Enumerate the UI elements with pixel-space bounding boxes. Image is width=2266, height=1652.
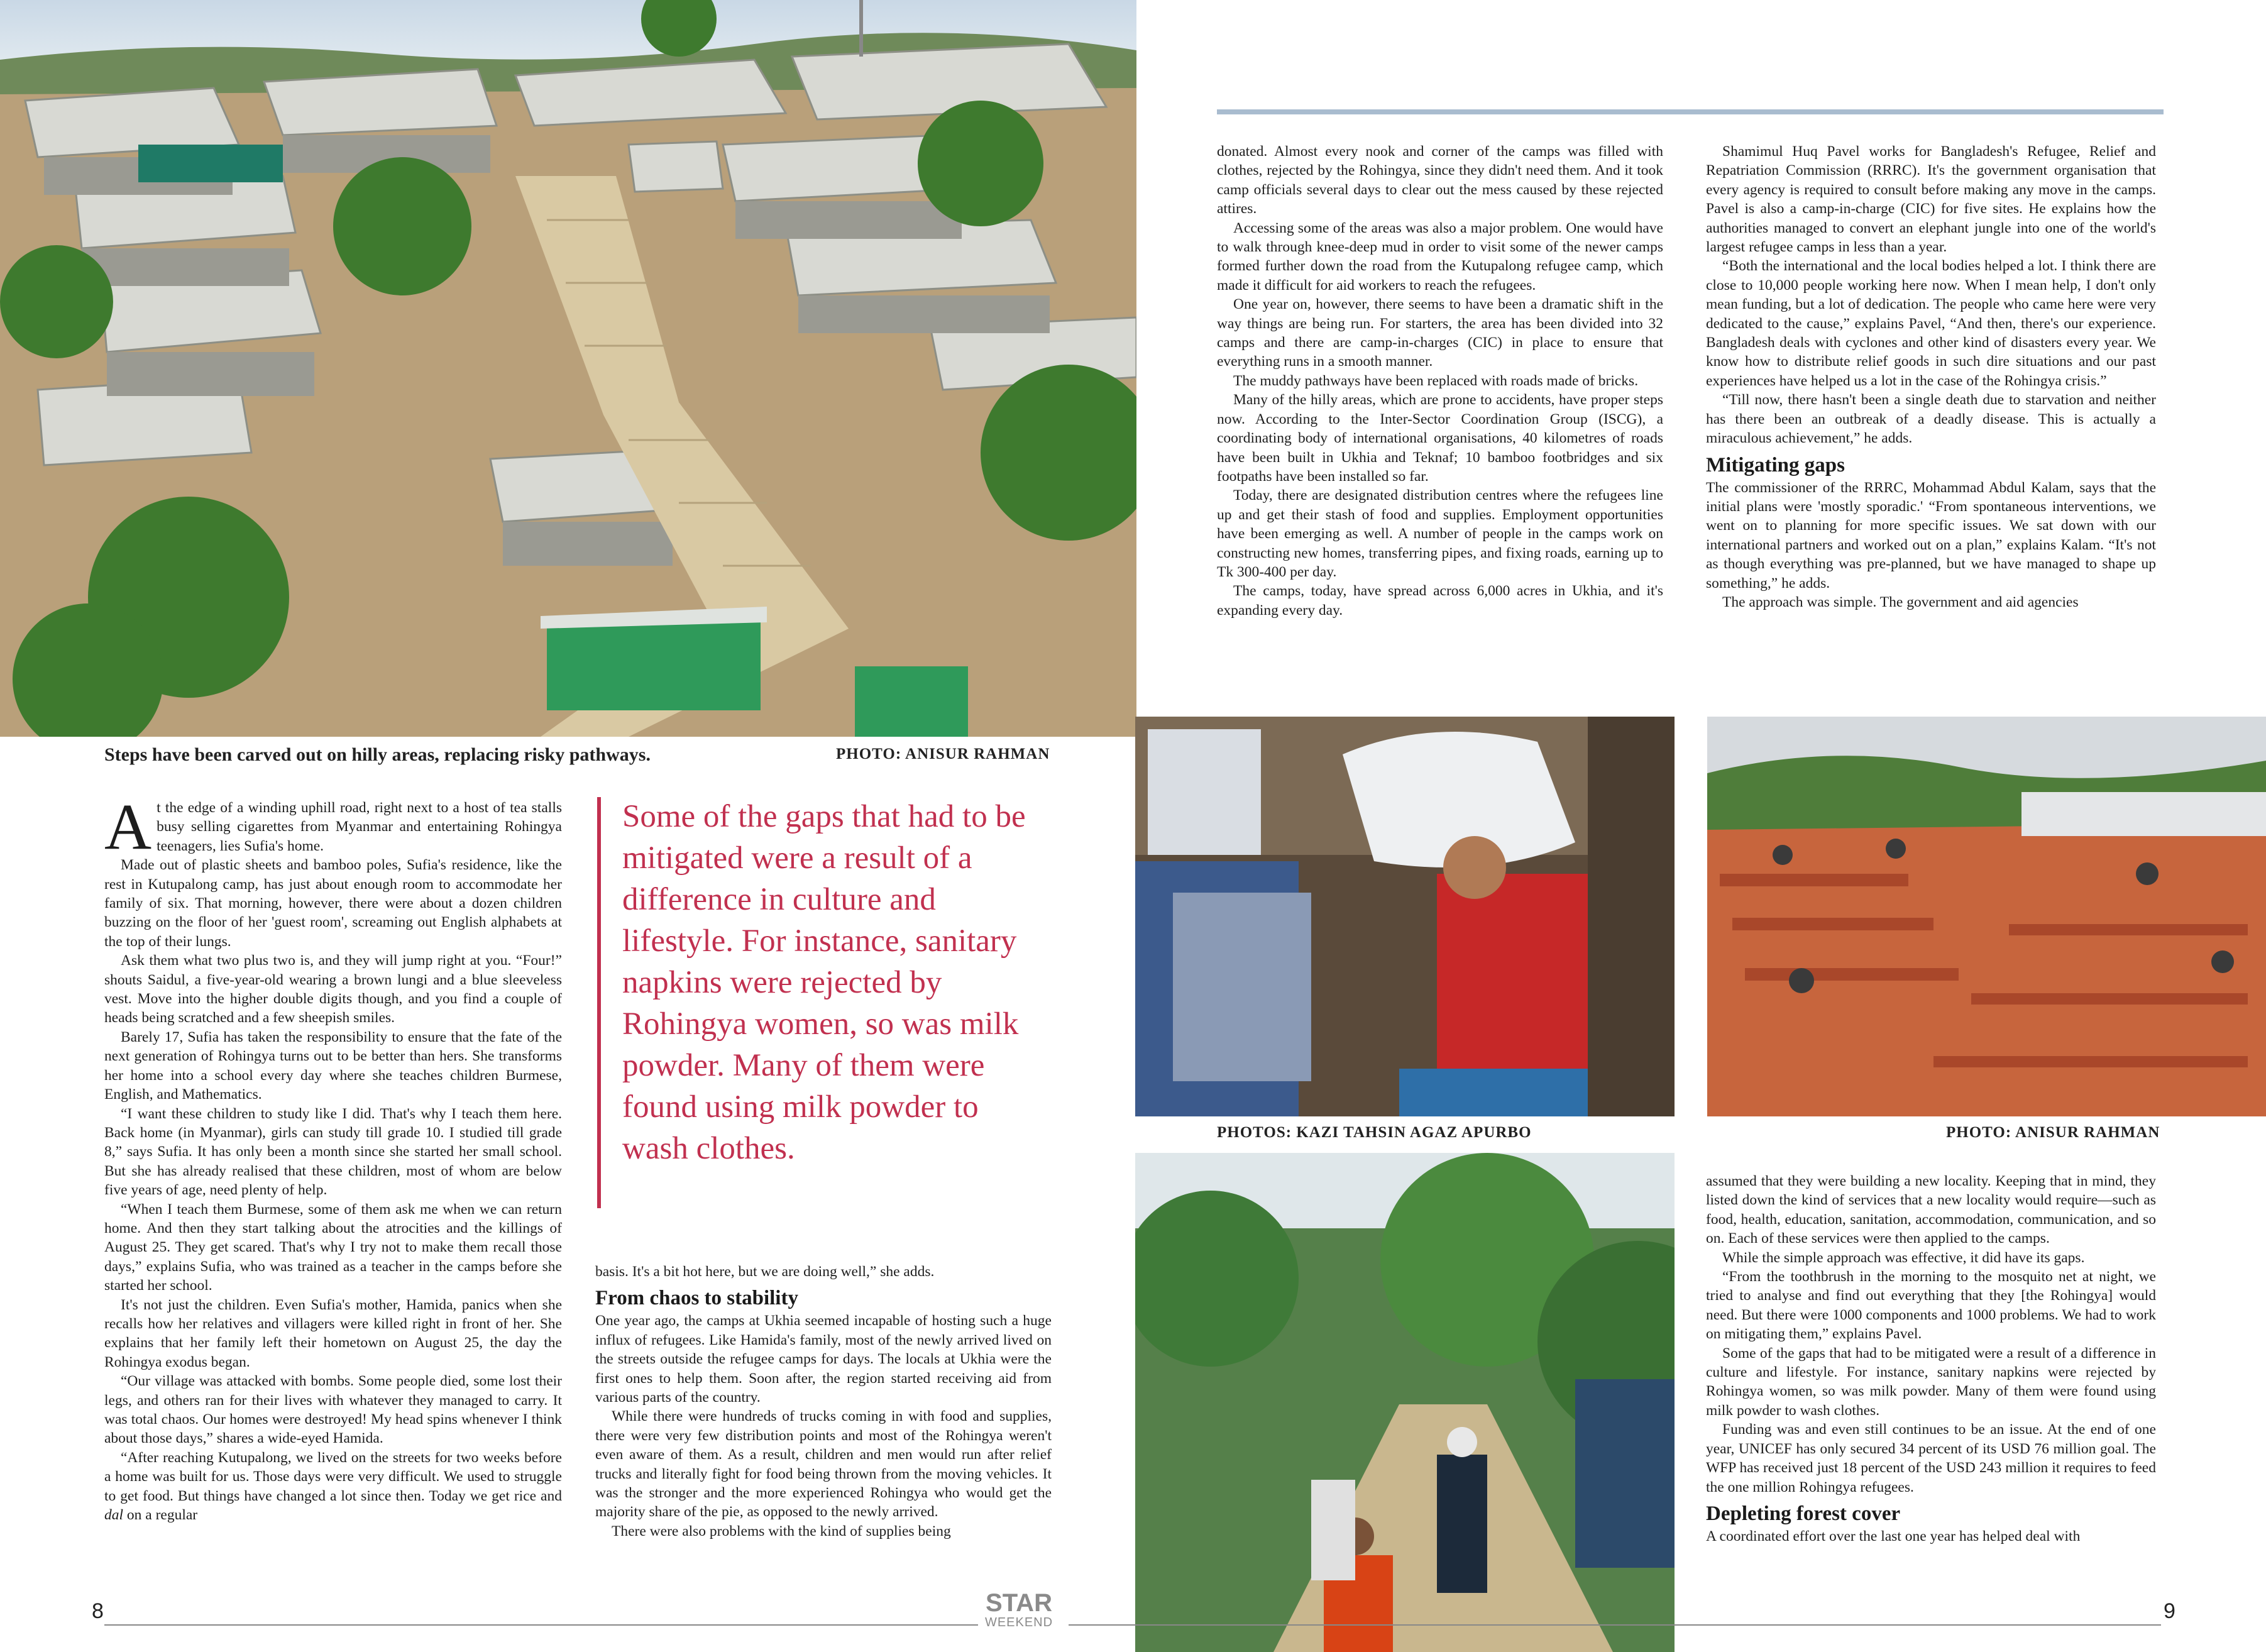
photo-relief-distribution [1135, 717, 1675, 1116]
main-photo-hillside-steps [0, 0, 1136, 737]
masthead-bottom: WEEKEND [984, 1616, 1053, 1629]
paragraph: Barely 17, Sufia has taken the responsibility to ensure that the fate of the next generation of Rohingya turns out to be better than hers. She transforms her home into a school every day where she teaches children Burmese, English, and Mathematics. [104, 1028, 562, 1103]
paragraph: It's not just the children. Even Sufia's mother, Hamida, panics when she recalls how her relatives and villagers were killed right in front of her. She explains that her family left their hometown on August 25, the day the Rohingya exodus began. [104, 1296, 562, 1370]
left-page-column-1 [104, 791, 562, 1524]
paragraph: “I want these children to study like I did. That's why I teach them here. Back home (in Myanmar), girls can study till grade 10. I studied till grade 8,” says Sufia. It has only been a month since she started her small school. But she has already realised that these children, most of whom are below five years of age, need plenty of help. [104, 1105, 562, 1199]
paragraph: basis. It's a bit hot here, but we are doing well,” she adds. [595, 1264, 935, 1280]
paragraph: “Till now, there hasn't been a single death due to starvation and neither has there been an outbreak of a deadly disease. This is actually a miraculous achievement,” he adds. [1706, 392, 2156, 447]
photo-brick-road [1707, 717, 2266, 1116]
right-page-column-2 [1706, 142, 2156, 612]
dropcap: A [104, 791, 152, 863]
top-accent-rule [1217, 109, 2164, 114]
paragraph: The camps, today, have spread across 6,000 acres in Ukhia, and it's expanding every day. [1217, 583, 1663, 619]
subheading: From chaos to stability [595, 1287, 798, 1310]
paragraph: Some of the gaps that had to be mitigated were a result of a difference in culture and lifestyle. For instance, sanitary napkins were rejected by Rohingya women, so was milk powder. Many of them were found using milk powder to wash clothes. [1706, 1345, 2156, 1419]
paragraph: Many of the hilly areas, which are prone to accidents, have proper steps now. According to the Inter-Sector Coordination Group (ISCG), a coordinating body of international organisations, 40 kilometres of roads have been built in Ukhia and Teknaf; 10 bamboo footbridges and six footpaths have been installed so far. [1217, 392, 1663, 485]
paragraph: Made out of plastic sheets and bamboo poles, Sufia's residence, like the rest in Kutupalong camp, has just about enough room to accommodate her family of six. That morning, however, there were about a dozen children buzzing on the floor of her 'guest room', screaming out English alphabets at the top of their lungs. [104, 857, 562, 950]
main-photo-credit: PHOTO: ANISUR RAHMAN [836, 746, 1050, 763]
pullquote-bar [597, 797, 601, 1208]
paragraph: Funding was and even still continues to be an issue. At the end of one year, UNICEF has only secured 34 percent of its USD 76 million goal. The WFP has received just 18 percent of the USD 243 million it requires to feed the one million Rohingya refugees. [1706, 1421, 2156, 1495]
paragraph: “From the toothbrush in the morning to the mosquito net at night, we tried to analyse and find out everything that they [the Rohingya] would need. But there were 1000 components and 1000 problems. We had to work on mitigating them,” explains Pavel. [1706, 1269, 2156, 1343]
brick-photo-credit: PHOTO: ANISUR RAHMAN [1946, 1124, 2160, 1141]
paragraph: The approach was simple. The government and aid agencies [1722, 593, 2079, 610]
footer-rule-left [104, 1624, 978, 1626]
pullquote: Some of the gaps that had to be mitigated were a result of a difference in culture and lifestyle. For instance, sanitary napkins were rejected by Rohingya women, so was milk powder. Many of them were found using milk powder to wash clothes. [622, 799, 1026, 1166]
paragraph: “When I teach them Burmese, some of them ask me when we can return home. And then they start talking about the atrocities and the killings of August 25. They get scared. That's why I try not to make them recall those days,” explains Sufia, who was trained as a teacher in the camps before she started her school. [104, 1201, 562, 1294]
main-photo-caption: Steps have been carved out on hilly areas, replacing risky pathways. [104, 744, 651, 765]
page-number-right: 9 [2164, 1599, 2175, 1623]
paragraph: The commissioner of the RRRC, Mohammad Abdul Kalam, says that the initial plans were 'mostly sporadic.' “From spontaneous interventions, we went on to planning for more specific issues. We sat down with our international partners and worked out on a plan,” explains Kalam. “It's not as though everything was pre-planned, but we have managed to shape up something,” he adds. [1706, 479, 2156, 592]
paragraph: t the edge of a winding uphill road, right next to a host of tea stalls busy selling cigarettes from Myanmar and entertaining Rohingya teenagers, lies Sufia's home. [157, 800, 562, 854]
page-number-left: 8 [92, 1599, 104, 1623]
paragraph: There were also problems with the kind of supplies being [612, 1523, 951, 1539]
paragraph: “After reaching Kutupalong, we lived on the streets for two weeks before a home was built for us. Those days were very difficult. We used to struggle to get food. But things have changed a lot since then. Today we get rice and dal on a regular [104, 1449, 562, 1524]
footer-rule-right [1069, 1624, 2161, 1626]
paragraph: Accessing some of the areas was also a major problem. One would have to walk through knee-deep mud in order to visit some of the newer camps formed further down the road from the Kutupalong refugee camp, which made it difficult for aid workers to reach the refugees. [1217, 219, 1663, 294]
masthead-top: STAR [986, 1589, 1052, 1617]
paragraph: donated. Almost every nook and corner of the camps was filled with clothes, rejected by the Rohingya, since they didn't need them. And it took camp officials several days to clear out the mess caused by these rejected attires. [1217, 143, 1663, 218]
paragraph: The muddy pathways have been replaced with roads made of bricks. [1233, 372, 1639, 389]
paragraph: One year ago, the camps at Ukhia seemed incapable of hosting such a huge influx of refugees. Like Hamida's family, most of the newly arrived lived on the streets outside the refugee camps for days. The locals at Ukhia were the first ones to help them. Soon after, the region started receiving aid from various parts of the country. [595, 1313, 1052, 1406]
paragraph: Today, there are designated distribution centres where the refugees line up and get their stash of food and supplies. Employment opportunities have been emerging as well. A number of people in the camps work on constructing new homes, transferring pipes, and fixing roads, earning up to Tk 300-400 per day. [1217, 487, 1663, 580]
subheading: Depleting forest cover [1706, 1502, 1901, 1525]
paragraph: While the simple approach was effective, it did have its gaps. [1722, 1249, 2085, 1266]
relief-photo-credit: PHOTOS: KAZI TAHSIN AGAZ APURBO [1217, 1124, 1532, 1141]
paragraph: While there were hundreds of trucks coming in with food and supplies, there were very few distribution points and most of the Rohingya weren't even aware of them. As a result, children and men would run after relief trucks and literally fight for food being thrown from the moving vehicles. It was the stronger and the more experienced Rohingya who would get the majority share of the pie, as opposed to the newly arrived. [595, 1408, 1052, 1521]
paragraph: Ask them what two plus two is, and they will jump right at you. “Four!” shouts Saidul, a five-year-old wearing a brown lungi and a blue sleeveless vest. Move into the higher double digits though, and you find a couple of heads being scratched and a few sheepish smiles. [104, 952, 562, 1027]
photo-bamboo-walkway [1135, 1153, 1675, 1652]
subheading: Mitigating gaps [1706, 453, 1845, 476]
left-page-column-2 [595, 1262, 1052, 1541]
paragraph: Shamimul Huq Pavel works for Bangladesh's Refugee, Relief and Repatriation Commission (RRRC). It's the government organisation that every agency is required to consult before making any move in the camps. Pavel is also a camp-in-charge (CIC) for five sites. He explains how the authorities managed to convert an elephant jungle into one of the world's largest refugee camps in less than a year. [1706, 143, 2156, 256]
paragraph: “Our village was attacked with bombs. Some people died, some lost their legs, and others ran for their lives with whatever they managed to carry. It was total chaos. Our homes were destroyed! My head spins whenever I think about those days,” shares a wide-eyed Hamida. [104, 1373, 562, 1447]
paragraph: One year on, however, there seems to have been a dramatic shift in the way things are being run. For starters, the area has been divided into 32 camps and there are camp-in-charges (CIC) in place to ensure that everything runs in a smooth manner. [1217, 296, 1663, 370]
right-page-column-1 [1217, 142, 1663, 620]
paragraph: assumed that they were building a new locality. Keeping that in mind, they listed down the kind of services that a new locality would require—such as food, health, education, sanitation, accommodation, communication, and so on. Each of these services were then applied to the camps. [1706, 1173, 2156, 1247]
masthead-logo [978, 1590, 1060, 1629]
right-page-column-3 [1706, 1172, 2156, 1546]
paragraph: A coordinated effort over the last one year has helped deal with [1706, 1528, 2081, 1545]
paragraph: “Both the international and the local bodies helped a lot. I think there are close to 10,000 people working here now. When I mean help, I don't only mean funding, but a lot of dedication. The people who came here were very dedicated to the cause,” explains Pavel, “And then, there's our experience. Bangladesh deals with cyclones and other kind of disasters every year. We know how to distribute relief goods in such dire situations and our past experiences have helped us a lot in the case of the Rohingya crisis.” [1706, 258, 2156, 389]
